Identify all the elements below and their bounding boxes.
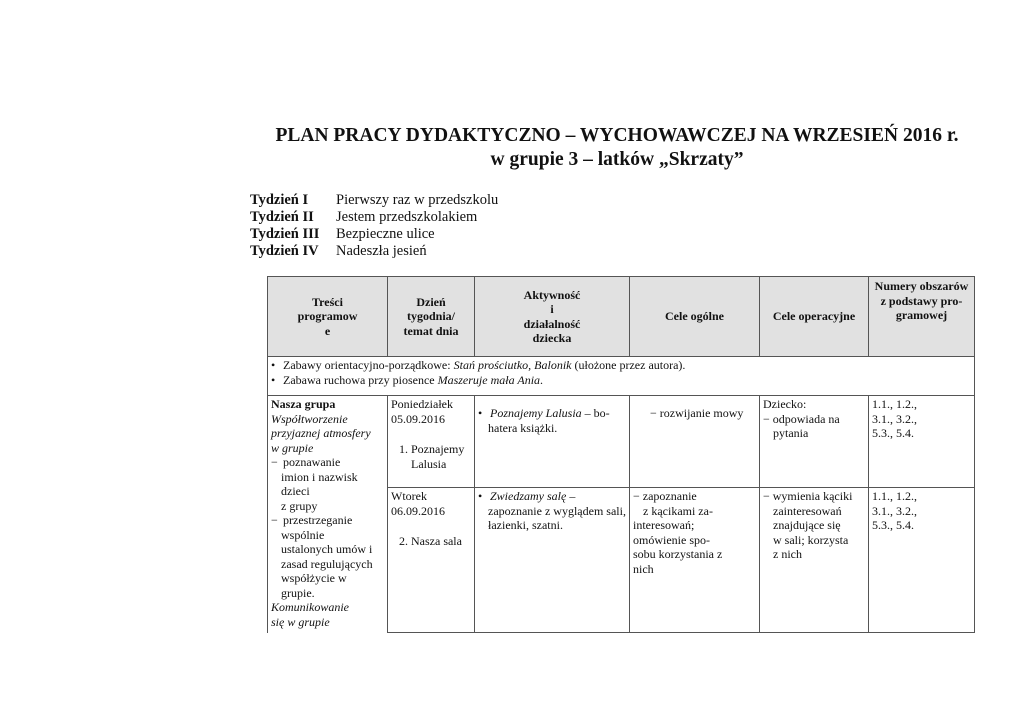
intro-cell [268,357,975,396]
activity-cell: • Zwiedzamy salę – zapoznanie z wyglądem sali, łazienki, szatni. [475,488,630,633]
week-row [250,192,498,209]
header-numery: Numery obszarów z podstawy pro- gramowej [869,277,975,357]
numery-cell: 1.1., 1.2., 3.1., 3.2., 5.3., 5.4. [869,396,975,488]
week-row [250,226,498,243]
day-cell: Poniedziałek 05.09.2016 1. Poznajemy Lalusia [388,396,475,488]
cele-ogolne-cell: − rozwijanie mowy [630,396,760,488]
weeks-list [250,192,498,260]
week-label: Tydzień III [250,226,320,242]
document-title: PLAN PRACY DYDAKTYCZNO – WYCHOWAWCZEJ NA WRZESIEŃ 2016 r. [275,125,959,146]
week-title: Jestem przedszkolakiem [336,209,478,225]
numery-cell: 1.1., 1.2., 3.1., 3.2., 5.3., 5.4. [869,488,975,633]
week-title: Bezpieczne ulice [336,226,435,242]
cele-ogolne-cell: − zapoznanie z kącikami za- interesowań; omówienie spo- sobu korzystania z nich [630,488,760,633]
week-label: Tydzień IV [250,243,319,259]
table-row [268,396,975,488]
header-tresci: Treści programow e [268,277,388,357]
header-cele-ogolne: Cele ogólne [630,277,760,357]
week-row [250,243,498,260]
table-header-row [268,277,975,357]
intro-row [268,357,975,396]
header-cele-operacyjne: Cele operacyjne [760,277,869,357]
activity-cell: • Poznajemy Lalusia – bo- hatera książki. [475,396,630,488]
cele-operacyjne-cell: Dziecko: − odpowiada na pytania [760,396,869,488]
plan-table [267,276,975,633]
header-aktywnosc: Aktywność i działalność dziecka [475,277,630,357]
cele-operacyjne-cell: − wymienia kąciki zainteresowań znajdujące się w sali; korzysta z nich [760,488,869,633]
week-row [250,209,498,226]
week-title: Pierwszy raz w przedszkolu [336,192,499,208]
header-dzien: Dzień tygodnia/ temat dnia [388,277,475,357]
list-item: • Zabawa ruchowa przy piosence Maszeruje mała Ania. [271,372,544,387]
week-label: Tydzień I [250,192,309,208]
week-title: Nadeszła jesień [336,243,427,259]
list-item: • Zabawy orientacyjno-porządkowe: Stań prościutko, Balonik (ułożone przez autora). [271,358,686,372]
document-subtitle: w grupie 3 – latków „Skrzaty” [490,149,744,170]
day-cell: Wtorek 06.09.2016 2. Nasza sala [388,488,475,633]
week-label: Tydzień II [250,209,314,225]
tresci-cell: Nasza grupa Współtworzenie przyjaznej atmosfery w grupie − poznawanie imion i nazwisk dzieci z grupy − przestrzeganie wspólnie ustalonych umów i zasad regulujących współżycie w grupie. Komunikowanie się w grupie [268,396,388,633]
